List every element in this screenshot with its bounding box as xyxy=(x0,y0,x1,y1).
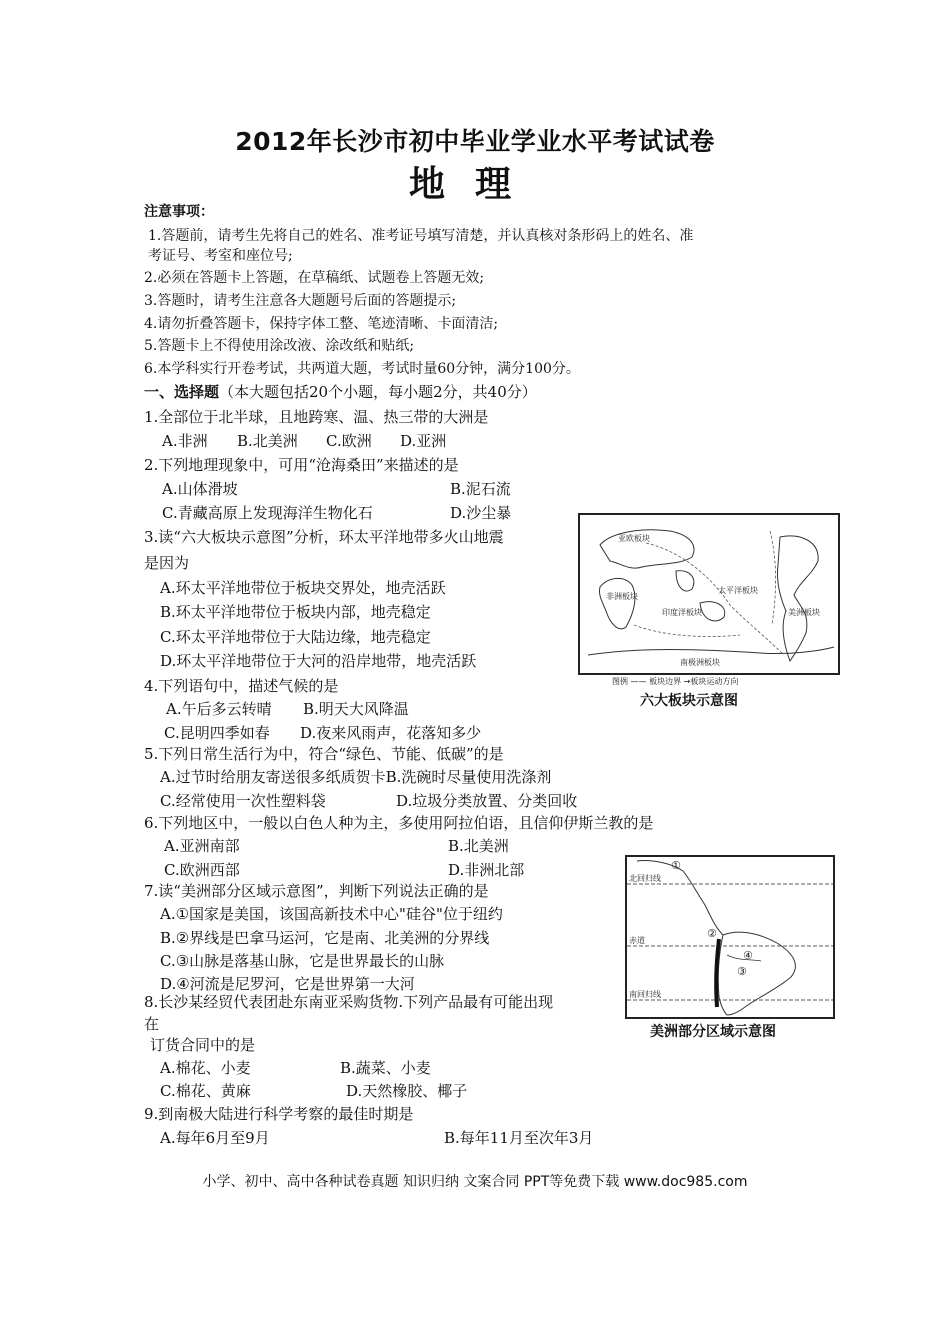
page-footer: 小学、初中、高中各种试卷真题 知识归纳 文案合同 PPT等免费下载 www.doc985.com xyxy=(202,1174,748,1190)
q3-option-d: D.环太平洋地带位于大河的沿岸地带，地壳活跃 xyxy=(160,652,477,670)
marker-2: ② xyxy=(707,927,717,940)
q4-option-a: A.午后多云转晴 xyxy=(166,700,272,718)
q6-stem: 6.下列地区中，一般以白色人种为主，多使用阿拉伯语，且信仰伊斯兰教的是 xyxy=(144,814,654,832)
section-1-header xyxy=(144,381,537,402)
q7-stem: 7.读“美洲部分区域示意图”，判断下列说法正确的是 xyxy=(144,882,489,900)
q7-option-c: C.③山脉是落基山脉，它是世界最长的山脉 xyxy=(160,952,445,970)
americas-map xyxy=(625,855,835,1019)
plates-map-caption: 六大板块示意图 xyxy=(640,693,738,709)
q1-option-b: B.北美洲 xyxy=(237,432,298,450)
q2-option-a: A.山体滑坡 xyxy=(162,480,238,498)
q6-option-a: A.亚洲南部 xyxy=(164,837,240,855)
line-label-tropic-cancer: 北回归线 xyxy=(629,874,661,883)
q6-option-d: D.非洲北部 xyxy=(448,861,525,879)
exam-subject: 地理 xyxy=(408,164,541,205)
americas-map-caption: 美洲部分区域示意图 xyxy=(650,1024,776,1040)
q1-option-c: C.欧洲 xyxy=(326,432,372,450)
q2-stem: 2.下列地理现象中，可用“沧海桑田”来描述的是 xyxy=(144,456,459,474)
q1-stem: 1.全部位于北半球，且地跨寒、温、热三带的大洲是 xyxy=(144,408,489,426)
q5-option-ab: A.过节时给朋友寄送很多纸质贺卡B.洗碗时尽量使用洗涤剂 xyxy=(160,768,552,786)
q9-option-b: B.每年11月至次年3月 xyxy=(444,1129,594,1147)
q2-option-d: D.沙尘暴 xyxy=(450,504,512,522)
q6-option-c: C.欧洲西部 xyxy=(164,861,240,879)
plates-map-drawing xyxy=(580,515,838,673)
marker-4: ④ xyxy=(743,949,753,962)
q5-option-c: C.经常使用一次性塑料袋 xyxy=(160,792,326,810)
q6-option-b: B.北美洲 xyxy=(448,837,509,855)
section-1-note: （本大题包括20个小题，每小题2分，共40分） xyxy=(219,383,537,401)
plates-map-legend: 图例 —— 板块边界 →板块运动方向 xyxy=(612,677,739,686)
notice-line-1b: 考证号、考室和座位号; xyxy=(148,248,293,264)
q8-option-c: C.棉花、黄麻 xyxy=(160,1082,251,1100)
q3-option-a: A.环太平洋地带位于板块交界处，地壳活跃 xyxy=(160,579,446,597)
q4-option-b: B.明天大风降温 xyxy=(303,700,409,718)
q3-option-b: B.环太平洋地带位于板块内部，地壳稳定 xyxy=(160,603,431,621)
q1-option-d: D.亚洲 xyxy=(400,432,447,450)
notice-line-4: 4.请勿折叠答题卡，保持字体工整、笔迹清晰、卡面清洁; xyxy=(144,316,499,332)
q9-stem: 9.到南极大陆进行科学考察的最佳时期是 xyxy=(144,1105,414,1123)
q4-stem: 4.下列语句中，描述气候的是 xyxy=(144,677,339,695)
plate-label-indian: 印度洋板块 xyxy=(662,608,702,617)
q9-option-a: A.每年6月至9月 xyxy=(160,1129,270,1147)
q8-stem-cont: 在 xyxy=(144,1015,160,1033)
q7-option-b: B.②界线是巴拿马运河，它是南、北美洲的分界线 xyxy=(160,929,490,947)
notice-line-5: 5.答题卡上不得使用涂改液、涂改纸和贴纸; xyxy=(144,338,415,354)
q4-option-d: D.夜来风雨声，花落知多少 xyxy=(300,724,482,742)
plate-label-pacific: 太平洋板块 xyxy=(718,586,758,595)
q8-stem-cont2: 订货合同中的是 xyxy=(150,1036,256,1054)
americas-map-drawing xyxy=(627,857,833,1017)
marker-3: ③ xyxy=(737,965,747,978)
q8-stem: 8.长沙某经贸代表团赴东南亚采购货物.下列产品最有可能出现 xyxy=(144,993,554,1011)
notice-line-1: 1.答题前，请考生先将自己的姓名、准考证号填写清楚，并认真核对条形码上的姓名、准 xyxy=(148,228,694,244)
marker-1: ① xyxy=(671,859,681,872)
notice-line-2: 2.必须在答题卡上答题，在草稿纸、试题卷上答题无效; xyxy=(144,270,485,286)
q4-option-c: C.昆明四季如春 xyxy=(164,724,270,742)
line-label-equator: 赤道 xyxy=(629,936,645,945)
q8-option-a: A.棉花、小麦 xyxy=(160,1059,251,1077)
q3-option-c: C.环太平洋地带位于大陆边缘，地壳稳定 xyxy=(160,628,431,646)
notice-line-3: 3.答题时，请考生注意各大题题号后面的答题提示; xyxy=(144,293,457,309)
section-1-heading: 一、选择题 xyxy=(144,383,220,401)
q1-option-a: A.非洲 xyxy=(162,432,208,450)
q5-stem: 5.下列日常生活行为中，符合“绿色、节能、低碳”的是 xyxy=(144,745,504,763)
exam-title: 2012年长沙市初中毕业学业水平考试试卷 xyxy=(235,127,715,156)
plate-label-american: 美洲板块 xyxy=(788,608,820,617)
plate-label-antarctic: 南极洲板块 xyxy=(680,658,720,667)
plates-map xyxy=(578,513,840,675)
line-label-tropic-capricorn: 南回归线 xyxy=(629,990,661,999)
q7-option-d: D.④河流是尼罗河，它是世界第一大河 xyxy=(160,975,415,993)
q8-option-b: B.蔬菜、小麦 xyxy=(340,1059,431,1077)
q8-option-d: D.天然橡胶、椰子 xyxy=(346,1082,468,1100)
plate-label-eurasian: 亚欧板块 xyxy=(618,534,650,543)
notice-heading: 注意事项： xyxy=(144,204,214,220)
q2-option-c: C.青藏高原上发现海洋生物化石 xyxy=(162,504,373,522)
q5-option-d: D.垃圾分类放置、分类回收 xyxy=(396,792,578,810)
q3-stem: 3.读“六大板块示意图”分析，环太平洋地带多火山地震 xyxy=(144,528,504,546)
q3-stem-cont: 是因为 xyxy=(144,554,190,572)
q7-option-a: A.①国家是美国，该国高新技术中心"硅谷"位于纽约 xyxy=(160,905,503,923)
q2-option-b: B.泥石流 xyxy=(450,480,511,498)
notice-line-6: 6.本学科实行开卷考试，共两道大题，考试时量60分钟，满分100分。 xyxy=(144,361,580,377)
plate-label-african: 非洲板块 xyxy=(606,592,638,601)
